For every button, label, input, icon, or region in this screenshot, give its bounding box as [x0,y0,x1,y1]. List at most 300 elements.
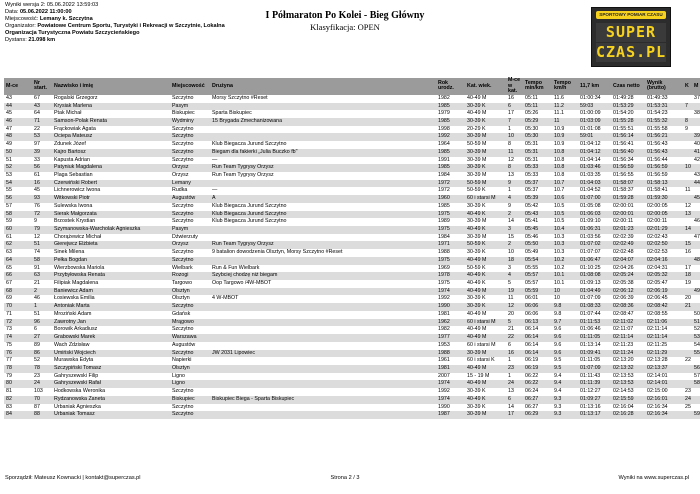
title-block [210,10,480,33]
table-cell: 05:41 [525,218,539,225]
table-cell: 1985 [436,103,465,111]
table-cell: 10 [685,164,691,171]
table-cell: 1988 [436,350,465,358]
table-cell: Pasym [170,226,210,234]
table-cell [692,164,700,172]
table-cell: Run Team Tygrysy Orzysz [210,241,436,249]
table-cell: 02:00:05 [647,202,668,209]
table-cell: Szczytno [170,350,210,358]
table-cell: 20 [685,295,691,302]
table-cell: 39 [692,133,700,141]
table-cell [683,234,692,242]
table-cell: 1985 [436,149,465,157]
table-cell: 02:11:23 [613,341,634,348]
table-cell: 30-39 K [467,388,486,395]
table-cell: 06:19 [523,365,552,373]
table-cell [692,203,700,211]
table-cell: 02:11:14 [611,334,645,342]
table-cell: Rydzanowska Żaneta [52,396,170,404]
table-cell [683,288,692,296]
table-cell: 30-39 K [467,403,486,410]
table-cell: 02:05:24 [611,272,645,280]
table-cell: 02:00:11 [647,218,668,225]
table-cell: 56 [692,365,700,373]
table-cell: Mroziński Adam [54,310,92,317]
table-cell: Frąckowiak Agata [54,125,96,132]
table-row [4,226,700,234]
table-cell [692,103,700,111]
table-cell: 02:00:01 [611,211,645,219]
table-cell: 55 [6,187,12,194]
table-cell: Szczytno [170,411,210,419]
table-cell: 01:55:28 [611,118,645,126]
table-cell: 51 [32,241,52,249]
table-cell [683,319,692,327]
table-cell [683,195,692,203]
table-cell: Pełka Bogdan [52,257,170,265]
table-cell: 10.5 [552,211,578,219]
table-cell: 4 [506,195,523,203]
table-cell: 01:06:03 [578,211,611,219]
table-cell: 01:11:53 [578,319,611,327]
table-cell: 11.6 [554,94,564,101]
table-cell: Zdunek Józef [54,141,86,148]
table-cell: Targowo [172,280,193,287]
table-cell: 01:55:32 [645,118,683,126]
table-cell: Ligno [170,380,210,388]
table-cell: — [212,187,218,194]
table-cell: 05:11 [525,94,538,101]
table-cell: 76 [4,350,32,358]
table-cell: 01:53:29 [611,103,645,111]
table-cell: 68 [4,288,32,296]
table-cell: 45 [6,110,12,117]
table-cell: 4 [506,272,523,280]
table-cell: Szczytno [170,133,210,141]
table-cell: 49 [6,141,12,148]
table-cell: 10 [506,133,523,141]
table-cell: Biskupiec [172,110,195,117]
table-cell: 44 [692,180,700,188]
table-cell: Szczytno [172,249,194,256]
table-row [4,280,700,288]
table-cell: 8 [506,164,523,172]
table-cell: 1985 [436,164,465,172]
table-cell: 11 [506,149,523,157]
table-cell: 1977 [436,334,465,342]
table-cell [210,319,436,327]
table-cell [692,118,700,126]
column-header: Wynik (brutto) [645,78,683,95]
column-header: Rok urodz. [436,78,465,95]
table-cell: 30-39 K [465,164,506,172]
table-cell: Wierzbowska Mariola [54,264,105,271]
table-cell: 40-49 M [465,380,506,388]
table-cell: 43 [32,103,52,111]
table-cell: 30-39 K [465,118,506,126]
table-cell: 12 [34,233,40,240]
table-cell [683,334,692,342]
table-cell: 05:31 [525,141,539,148]
table-cell: 02:02:50 [645,241,683,249]
logo-tagline: SPORTOWY POMIAR CZASU [596,11,666,19]
table-cell: 10.8 [554,156,565,163]
table-cell: 10.8 [554,171,565,178]
table-cell: 59 [6,218,12,225]
table-row [4,95,700,103]
table-cell: 05:42 [525,202,539,209]
table-cell: 97 [34,141,40,148]
table-cell [210,126,436,134]
table-cell: 01:08:08 [578,272,611,280]
column-header: Tempo km/h [552,78,578,95]
table-cell: 01:11:05 [580,357,601,364]
table-cell: 30-39 M [467,156,487,163]
table-row [4,295,700,303]
table-cell: 05:33 [523,164,552,172]
table-cell: 12 [685,202,691,209]
table-cell: 01:08:33 [578,303,611,311]
table-row [4,411,700,419]
table-cell: 05:37 [525,187,539,194]
table-cell: 02:00:05 [645,211,683,219]
table-cell [683,157,692,165]
table-cell: 30-39 M [465,133,506,141]
table-cell: 01:07:44 [580,310,601,317]
table-cell: 71 [6,310,12,317]
table-cell: 17 [685,264,691,271]
table-cell: 02:13:53 [613,372,634,379]
table-cell: 02:16:01 [645,396,683,404]
table-cell: 50-59 M [465,180,506,188]
table-cell: 50-59 K [467,187,486,194]
table-cell: 6 [508,341,511,348]
table-cell: 05:30 [523,133,552,141]
table-cell: 01:09:13 [580,280,601,287]
table-cell: 50-59 K [467,264,486,271]
table-cell [210,180,436,188]
results-table [4,78,700,419]
table-row [4,303,700,311]
table-cell: 01:56:14 [611,133,645,141]
table-cell: 40 [694,141,700,148]
table-cell: 05:57 [523,272,552,280]
table-cell: 81 [6,388,12,395]
table-cell: 06:06 [525,310,539,317]
table-cell: 15 [508,233,514,240]
table-cell: 01:04:03 [578,180,611,188]
table-cell: Gdańsk [172,310,191,317]
table-cell: 01:49:33 [647,94,668,101]
table-cell: 16 [508,94,514,101]
column-header: 11,7 km [578,78,611,95]
table-cell: 1974 [436,288,465,296]
table-cell: 24 [685,395,691,402]
table-cell: Przybyłowska Renata [52,272,170,280]
table-cell: 01:04:14 [580,156,601,163]
table-row [4,157,700,165]
table-cell: 12 [506,303,523,311]
table-cell: 70 [32,396,52,404]
table-cell: 9.4 [554,388,562,395]
table-cell: 10.7 [552,180,578,188]
table-cell: 37 [694,94,700,101]
table-cell: 8 [683,118,692,126]
table-cell [692,249,700,257]
table-row [4,334,700,342]
table-cell: Czerwiński Robert [52,180,170,188]
table-cell: 13 [685,210,691,217]
table-cell: 44 [4,103,32,111]
table-cell: 40-49 M [465,334,506,342]
table-cell: 06:13 [523,319,552,327]
table-cell: 15 - 19 M [467,372,490,379]
event-place: Miejscowość: Lemany k. Szczytna [5,16,93,22]
table-row [4,319,700,327]
table-cell: 67 [6,280,12,287]
table-cell: 2007 [438,372,450,379]
table-cell: 02:13:53 [611,380,645,388]
table-cell: 9.3 [552,396,578,404]
table-cell: Klub Biegacza Jurund Szczytno [210,211,436,219]
table-cell: Sinek Milena [54,249,85,256]
table-cell: 47 [694,233,700,240]
table-cell: 51 [6,156,12,163]
table-cell: 65 [6,264,12,271]
table-cell: Run & Fun Wielbark [212,264,260,271]
table-cell: 14 [685,226,691,232]
table-cell: 11 [552,118,578,126]
table-cell: Urbaniak Agnieszka [54,403,101,410]
table-cell: 9.4 [554,372,562,379]
table-cell: 02:02:43 [647,233,668,240]
table-cell: 3 [506,226,523,234]
table-cell: Olsztyn [172,295,190,302]
table-cell: 60 [4,226,32,234]
column-header: Czas netto [611,78,645,95]
table-cell: 01:11:43 [580,372,601,379]
table-cell: Ociepa Mateusz [52,133,170,141]
table-row [4,388,700,396]
table-row [4,149,700,157]
table-cell: Brzostek Krystian [54,218,96,225]
table-cell [683,311,692,319]
table-cell: 10.2 [554,264,565,271]
table-cell: 6 [506,103,523,111]
table-cell [692,396,700,404]
table-cell: 1 [508,187,511,194]
table-cell: 9 batalion dowodzenia Olsztyn, Morsy Szczytno #Reset [212,249,343,256]
table-cell: 1 [508,357,511,364]
table-cell [210,334,436,342]
table-cell: 05:31 [525,156,539,163]
table-cell: 01:03:46 [578,164,611,172]
table-cell: 01:06:47 [578,257,611,265]
table-cell: 9.6 [554,326,562,333]
table-cell: A [210,195,436,203]
table-cell: 02:05:32 [645,272,683,280]
table-cell: 56 [32,164,52,172]
table-cell: 9.5 [552,365,578,373]
table-cell: Morsy Szczytno #Reset [212,94,268,101]
table-cell: 06:14 [525,341,539,348]
table-cell: 11 [508,295,514,302]
table-cell: 19 [506,288,523,296]
table-cell: Run Team Tygrysy Orzysz [210,164,436,172]
table-cell: Pasym [170,103,210,111]
table-cell: 30-39 K [467,202,486,209]
event-organizer: Organizator: Powiatowe Centrum Sportu, Turystyki i Rekreacji w Szczytnie, Lokalna Organizacja Turystyczna Powiatu Szczycieńskiego [5,23,225,36]
table-cell: 05:33 [525,171,539,178]
table-cell: Sierak Małgorzata [52,211,170,219]
table-cell: 15 [685,241,691,248]
table-cell: 77 [6,357,12,364]
table-cell: 47 [6,125,12,132]
table-cell [683,149,692,157]
table-cell: 1978 [436,272,465,280]
column-header: M-ce w kat. [506,78,523,95]
table-cell: 02:06:39 [613,295,634,302]
table-cell: 01:58:07 [611,180,645,188]
table-cell: 01:55:58 [647,125,668,132]
column-header: Nazwisko i imię [52,78,170,95]
table-cell: Umiński Wojciech [52,350,170,358]
table-cell: 39 [32,149,52,157]
table-cell: 05:45 [523,226,552,234]
table-cell: 80 [4,380,32,388]
table-cell: 02:08:47 [613,310,634,317]
table-cell: 02:08:42 [645,303,683,311]
table-cell: Szczytno [170,303,210,311]
table-cell: — [212,156,218,163]
table-cell: Biegam dla fakierki „Julia Buczko fb" [210,149,436,157]
table-cell: 01:03:09 [578,118,611,126]
table-cell: 01:56:40 [611,149,645,157]
table-cell: 02:11:02 [611,319,645,327]
table-cell: 02:14:01 [647,372,668,379]
table-cell: 66 [4,272,32,280]
table-cell: 17 [506,411,523,419]
table-cell: 21 [685,303,691,310]
table-cell: 30-39 M [467,218,487,225]
table-cell: 02:02:48 [613,249,634,256]
table-row [4,133,700,141]
table-cell: 1975 [436,226,465,234]
table-row [4,404,700,412]
table-cell [210,288,436,296]
table-cell: 21 [508,326,514,333]
table-cell: Szczytno [172,156,194,163]
table-cell: 02:04:26 [613,264,634,271]
table-cell: 72 [32,211,52,219]
table-cell: 9.6 [552,334,578,342]
event-date: Data: 05.06.2022 11:00:00 [5,9,72,15]
table-cell [210,326,436,334]
table-row [4,373,700,381]
table-cell: 24 [506,380,523,388]
table-cell [683,141,692,149]
table-cell: 02:02:39 [613,233,634,240]
table-cell: 61 [6,233,12,240]
table-cell: 30-39 M [465,411,506,419]
table-cell: 86 [32,350,52,358]
table-cell: 01:56:41 [613,141,634,148]
table-cell: Orzysz [170,164,210,172]
table-cell: 10.1 [554,280,565,287]
table-cell: 4 W-MBOT [212,295,239,302]
table-cell: 06:24 [525,388,539,395]
table-cell: 78 [4,365,32,373]
table-cell: 01:56:21 [645,133,683,141]
table-cell: 02:13:37 [645,365,683,373]
table-cell: Klub Biegacza Jurund Szczytno [212,218,287,225]
table-cell: 01:09:27 [578,396,611,404]
table-cell: 02:16:34 [647,403,668,410]
table-cell: 58 [32,257,52,265]
table-cell: JW 2031 Lipowiec [210,350,436,358]
table-row [4,288,700,296]
table-cell: 78 [32,365,52,373]
table-cell: 02:01:29 [645,226,683,234]
table-cell: 74 [34,249,40,256]
page-title: I Półmaraton Po Kolei - Bieg Główny [265,10,425,21]
table-row [4,396,700,404]
table-cell: 76 [34,202,40,209]
table-cell: 13 [508,388,514,395]
table-cell: 1953 [438,341,450,348]
table-cell: 23 [506,365,523,373]
table-cell: 10.9 [554,141,565,148]
table-cell: 14 [508,403,514,410]
table-cell: 38 [694,110,700,117]
table-cell: Szczytno [172,202,194,209]
table-cell: 02:02:49 [611,241,645,249]
table-cell [683,411,692,419]
table-row [4,241,700,249]
table-cell: 16 [506,350,523,358]
table-cell: Ptak Michał [54,110,82,117]
table-cell: 01:58:13 [645,180,683,188]
table-cell: Szczytno [172,94,194,101]
table-row [4,172,700,180]
table-cell: 3 [508,264,511,271]
table-cell: 54 [4,180,32,188]
table-cell: 02:04:07 [611,257,645,265]
table-cell: 02:16:28 [611,411,645,419]
table-cell: 43 [6,94,12,101]
table-cell [692,126,700,134]
table-cell: Napierki [172,357,192,364]
footer-website: Wyniki na www.superczas.pl [618,475,689,481]
table-cell: Olsztyn [170,288,210,296]
table-cell: 01:54:23 [647,110,668,117]
table-cell: 02:15:59 [611,396,645,404]
table-cell: 02:11:14 [647,326,668,333]
table-cell: 01:58:37 [613,187,634,194]
table-cell: 05:26 [525,110,539,117]
table-row [4,326,700,334]
table-cell: 05:50 [523,241,552,249]
table-cell: 01:56:43 [645,149,683,157]
table-cell: 22 [685,357,691,364]
table-cell: 05:49 [525,249,539,256]
table-cell: 63 [32,272,52,280]
table-cell: Augustów [172,341,196,348]
table-cell [210,103,436,111]
table-cell: Sulewska Iwona [54,202,93,209]
table-cell: 1985 [438,202,450,209]
table-cell [692,357,700,365]
